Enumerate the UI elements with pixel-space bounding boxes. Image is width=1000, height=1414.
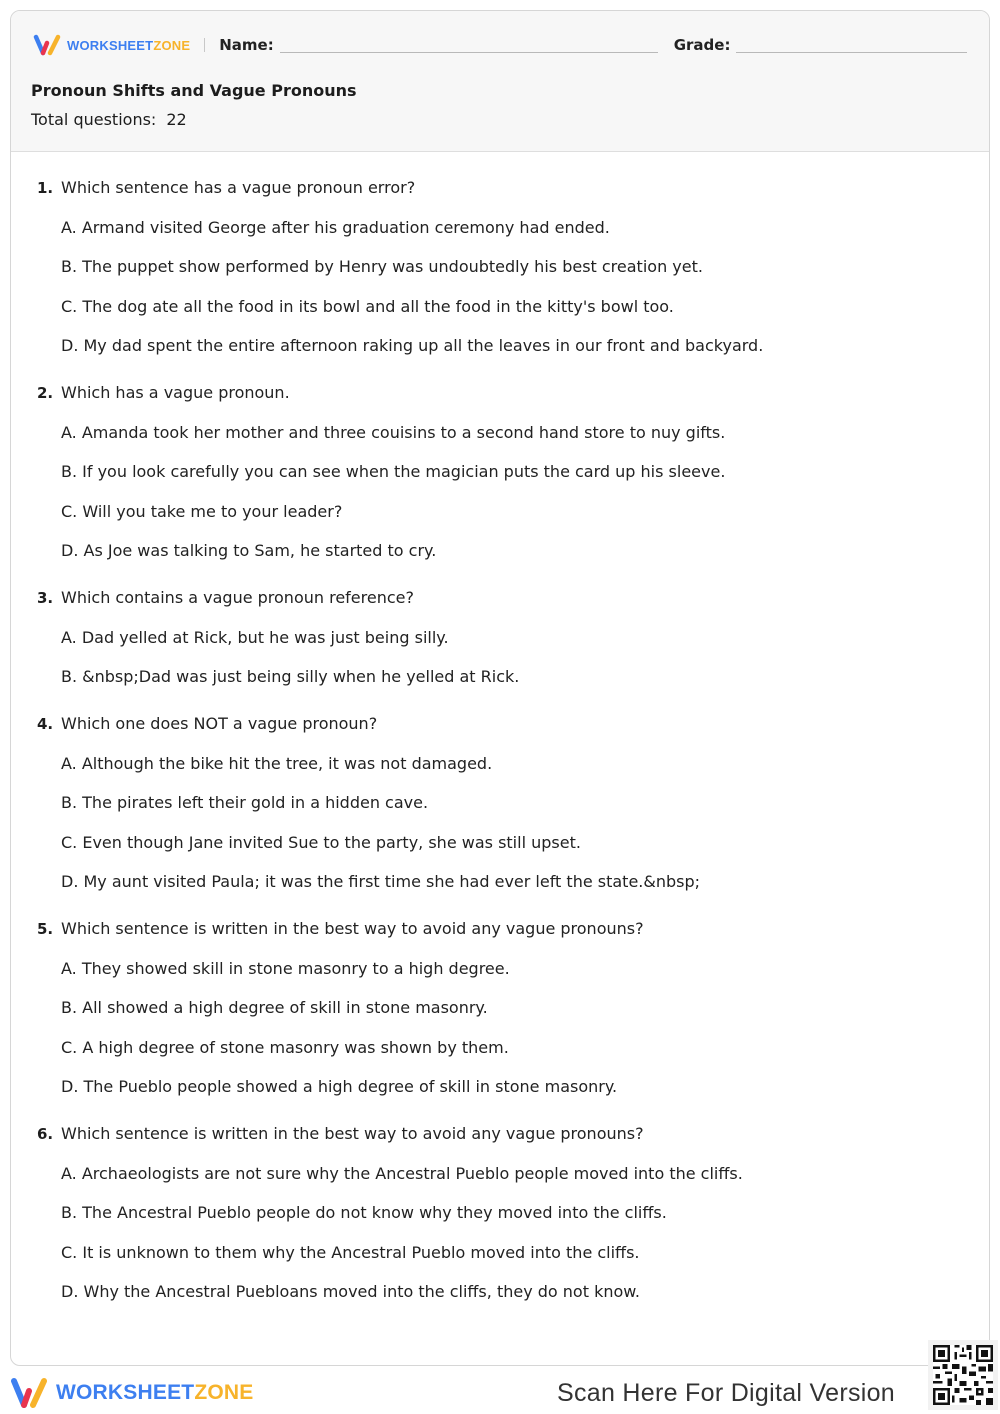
question-header [37, 586, 969, 610]
question-list [37, 176, 969, 1327]
question-header [37, 381, 969, 405]
qr-code-icon[interactable] [928, 1340, 998, 1410]
question-item [37, 586, 969, 689]
question-item [37, 1122, 969, 1304]
footer-logo[interactable] [10, 1377, 253, 1409]
name-label: Name: [219, 36, 274, 54]
question-header [37, 917, 969, 941]
answer-option[interactable]: B. The puppet show performed by Henry was undoubtedly his best creation yet. [61, 257, 703, 276]
logo-text [67, 38, 190, 53]
question-number: 5. [37, 920, 54, 938]
answer-option[interactable]: A. Archaeologists are not sure why the Ancestral Pueblo people moved into the cliffs. [61, 1163, 743, 1183]
total-questions-value: 22 [166, 110, 187, 129]
question-item [37, 176, 969, 358]
question-number: 6. [37, 1125, 54, 1143]
question-text: Which one does NOT a vague pronoun? [61, 714, 378, 733]
answer-option[interactable]: C. Will you take me to your leader? [61, 501, 343, 521]
question-item [37, 381, 969, 563]
question-header [37, 176, 969, 200]
question-text: Which sentence is written in the best way to avoid any vague pronouns? [61, 1124, 644, 1143]
worksheet-zone-logo[interactable] [33, 34, 190, 56]
worksheet-header [11, 11, 989, 152]
answer-option[interactable]: A. Armand visited George after his graduation ceremony had ended. [61, 217, 610, 237]
question-text: Which sentence is written in the best way to avoid any vague pronouns? [61, 919, 644, 938]
question-text: Which sentence has a vague pronoun error? [61, 178, 416, 197]
logo-w-icon [33, 34, 63, 56]
brand-row [33, 33, 967, 57]
footer-logo-text [56, 1381, 253, 1405]
answer-option[interactable]: D. My aunt visited Paula; it was the first time she had ever left the state.&nbsp; [61, 872, 701, 891]
answer-option[interactable]: A. Although the bike hit the tree, it was not damaged. [61, 753, 493, 773]
answer-option[interactable]: B. The Ancestral Pueblo people do not know why they moved into the cliffs. [61, 1203, 667, 1222]
answer-option[interactable]: B. All showed a high degree of skill in stone masonry. [61, 998, 488, 1017]
scan-here-text: Scan Here For Digital Version [557, 1379, 896, 1407]
grade-label: Grade: [673, 36, 731, 54]
question-header [37, 1122, 969, 1146]
answer-option[interactable]: C. It is unknown to them why the Ancestral Pueblo moved into the cliffs. [61, 1242, 640, 1262]
question-number: 4. [37, 715, 54, 733]
question-number: 1. [37, 179, 54, 197]
answer-option[interactable]: D. Why the Ancestral Puebloans moved into the cliffs, they do not know. [61, 1282, 640, 1301]
answer-option[interactable]: A. They showed skill in stone masonry to a high degree. [61, 958, 510, 978]
logo-text-zone: ZONE [194, 1381, 254, 1404]
total-questions-label: Total questions: [31, 110, 157, 129]
answer-option[interactable]: B. If you look carefully you can see when the magician puts the card up his sleeve. [61, 462, 726, 481]
logo-w-icon [10, 1377, 50, 1409]
answer-option[interactable]: D. The Pueblo people showed a high degree of skill in stone masonry. [61, 1077, 618, 1096]
question-text: Which contains a vague pronoun reference? [61, 588, 414, 607]
answer-option[interactable]: C. A high degree of stone masonry was shown by them. [61, 1037, 509, 1057]
answer-option[interactable]: C. The dog ate all the food in its bowl and all the food in the kitty's bowl too. [61, 296, 674, 316]
answer-option[interactable]: D. As Joe was talking to Sam, he started to cry. [61, 541, 437, 560]
answer-option[interactable]: B. &nbsp;Dad was just being silly when he yelled at Rick. [61, 667, 520, 686]
answer-option[interactable]: A. Dad yelled at Rick, but he was just being silly. [61, 627, 449, 647]
divider [204, 38, 205, 52]
logo-text-worksheet: WORKSHEET [56, 1381, 195, 1404]
question-text: Which has a vague pronoun. [61, 383, 290, 402]
question-number: 2. [37, 384, 54, 402]
answer-option[interactable]: D. My dad spent the entire afternoon raking up all the leaves in our front and backyard. [61, 336, 764, 355]
answer-option[interactable]: A. Amanda took her mother and three couisins to a second hand store to nuy gifts. [61, 422, 726, 442]
worksheet-title: Pronoun Shifts and Vague Pronouns [31, 81, 357, 100]
question-header [37, 712, 969, 736]
qr-code-graphic [933, 1345, 993, 1405]
question-item [37, 917, 969, 1099]
worksheet-page [10, 10, 990, 1366]
logo-text-zone: ZONE [153, 37, 191, 53]
answer-option[interactable]: B. The pirates left their gold in a hidden cave. [61, 793, 429, 812]
total-questions [31, 110, 187, 129]
logo-text-worksheet: WORKSHEET [67, 37, 154, 53]
question-number: 3. [37, 589, 54, 607]
answer-option[interactable]: C. Even though Jane invited Sue to the party, she was still upset. [61, 832, 581, 852]
grade-field[interactable] [736, 52, 967, 53]
question-item [37, 712, 969, 894]
name-field[interactable] [280, 52, 658, 53]
